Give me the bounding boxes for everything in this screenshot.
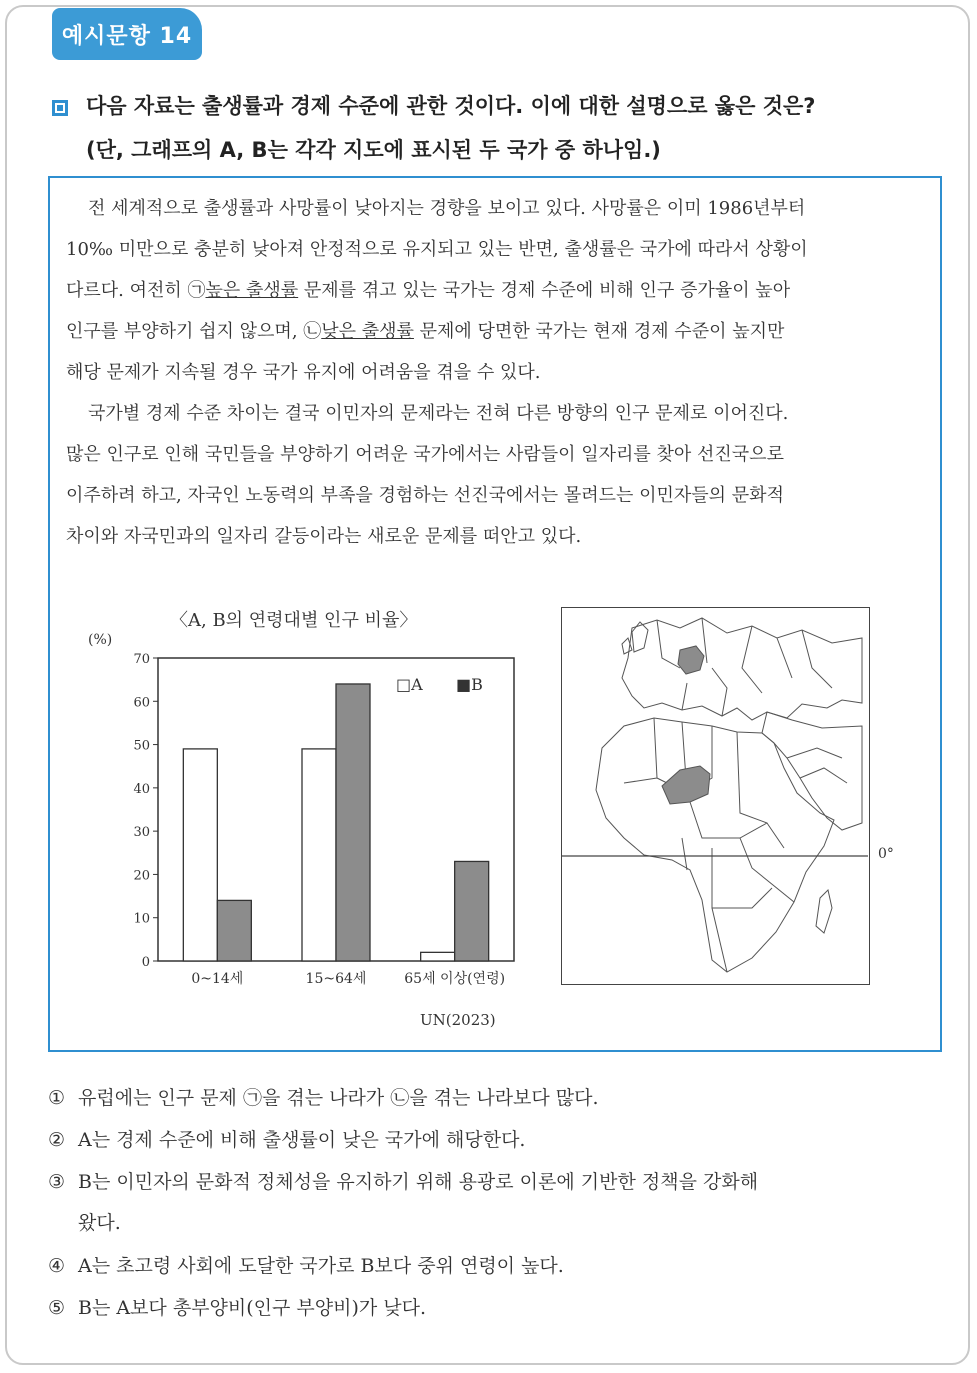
bar-a-0 [183,749,217,961]
passage-paragraph-1 [66,188,926,393]
y-tick-label: 30 [133,825,150,841]
underlined-low-birthrate: 낮은 출생률 [321,321,414,342]
option-text: 유럽에는 인구 문제 ㉠을 겪는 나라가 ㉡을 겪는 나라보다 많다. [78,1087,599,1109]
legend-a: □A [396,675,423,694]
y-tick-label: 0 [141,955,150,970]
passage-text: 문제에 당면한 국가는 현재 경제 수준이 높지만 [413,321,785,342]
map-europe-outline [622,618,862,720]
bar-a-1 [302,749,336,961]
question-line-2: (단, 그래프의 A, B는 각각 지도에 표시된 두 국가 중 하나임.) [86,138,661,162]
y-tick-label: 50 [133,738,150,754]
bar-b-1 [336,684,370,961]
option-3[interactable] [48,1162,938,1244]
passage-line: 해당 문제가 지속될 경우 국가 유지에 어려움을 겪을 수 있다. [66,362,541,383]
option-1[interactable] [48,1078,938,1119]
option-text: B는 이민자의 문화적 정체성을 유지하기 위해 용광로 이론에 기반한 정책을 강화해 [78,1171,759,1193]
passage-line [66,270,926,311]
chart-source: UN(2023) [420,1011,496,1029]
map-highlight-europe-country [678,646,704,674]
latitude-label: 0° [878,846,894,862]
passage-line: 전 세계적으로 출생률과 사망률이 낮아지는 경향을 보이고 있다. 사망률은 이미 1986년부터 [88,198,806,219]
passage-line: 10‰ 미만으로 충분히 낮아져 안정적으로 유지되고 있는 반면, 출생률은 국가에 따라서 상황이 [66,239,808,260]
y-tick-label: 40 [133,781,150,797]
passage-paragraph-2 [66,393,926,557]
map-svg [562,608,868,983]
legend-b: ■B [456,675,483,694]
map-highlight-africa-country [662,766,710,804]
passage-line: 많은 인구로 인해 국민들을 부양하기 어려운 국가에서는 사람들이 일자리를 찾아 선진국으로 [66,444,784,465]
option-number: ④ [48,1255,66,1277]
passage-text: 인구를 부양하기 쉽지 않으며, ㉡ [66,321,322,342]
y-tick-label: 60 [133,695,150,711]
age-structure-chart [80,628,550,998]
chart-title: 〈A, B의 연령대별 인구 비율〉 [170,610,418,631]
map-middle-east [762,712,862,830]
question-line-1: 다음 자료는 출생률과 경제 수준에 관한 것이다. 이에 대한 설명으로 옳은 것은? [86,94,816,118]
passage-line: 국가별 경제 수준 차이는 결국 이민자의 문제라는 전혀 다른 방향의 인구 문제로 이어진다. [88,403,789,424]
passage-text: 다르다. 여전히 ㉠ [66,280,206,301]
map-africa-outline [596,718,834,972]
option-number: ① [48,1087,66,1109]
underlined-high-birthrate: 높은 출생률 [205,280,299,301]
x-tick-label: 65세 이상(연령) [404,971,506,987]
option-text: B는 A보다 총부양비(인구 부양비)가 낮다. [78,1297,427,1319]
question-square-icon [52,100,68,116]
x-tick-label: 0~14세 [191,971,244,987]
option-number: ③ [48,1171,66,1193]
y-axis-label: (%) [88,632,113,648]
bar-a-2 [421,952,455,961]
option-text: 왔다. [78,1212,121,1234]
bar-b-0 [217,900,251,961]
example-tab: 예시문항 14 [52,8,202,60]
option-5[interactable] [48,1288,938,1329]
option-text: A는 초고령 사회에 도달한 국가로 B보다 중위 연령이 높다. [78,1255,564,1277]
passage-text: 문제를 겪고 있는 국가는 경제 수준에 비해 인구 증가율이 높아 [298,280,791,301]
option-number: ⑤ [48,1297,66,1319]
y-tick-label: 20 [133,868,150,884]
passage-line: 차이와 자국민과의 일자리 갈등이라는 새로운 문제를 떠안고 있다. [66,526,582,547]
passage-line [66,311,926,352]
bar-b-2 [455,861,489,961]
map-europe-africa [561,607,870,985]
option-4[interactable] [48,1246,938,1287]
option-text: A는 경제 수준에 비해 출생률이 낮은 국가에 해당한다. [78,1129,526,1151]
x-tick-label: 15~64세 [305,971,367,987]
option-number: ② [48,1129,66,1151]
option-2[interactable] [48,1120,938,1161]
passage-line: 이주하려 하고, 자국인 노동력의 부족을 경험하는 선진국에서는 몰려드는 이민자들의 문화적 [66,485,784,506]
y-tick-label: 10 [133,911,150,927]
y-tick-label: 70 [133,652,150,667]
